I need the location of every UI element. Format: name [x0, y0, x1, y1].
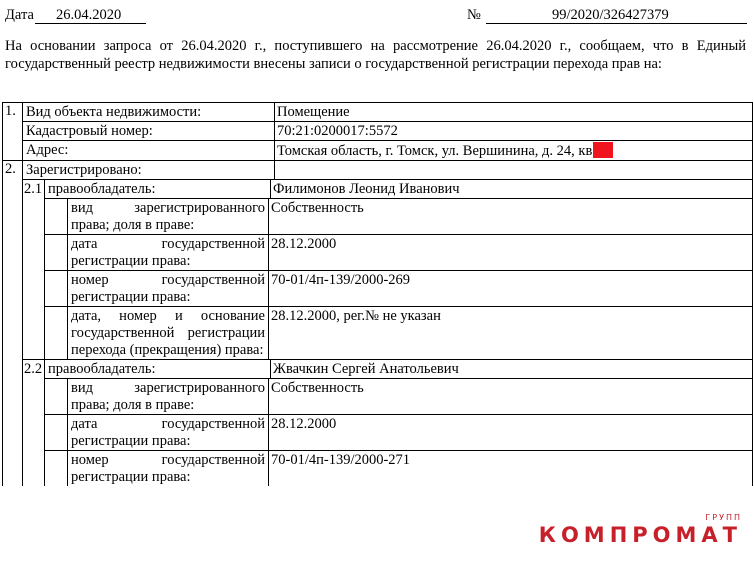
object-section — [3, 103, 752, 161]
object-type-label: Вид объекта недвижимости: — [23, 103, 275, 121]
right-type-label: вид зарегистрированного права; доля в праве: — [68, 199, 269, 234]
right-type-label: вид зарегистрированного права; доля в праве: — [68, 379, 269, 414]
address-value: Томская область, г. Томск, ул. Вершинина, д. 24, кв — [277, 143, 593, 159]
watermark-top: ГРУПП — [705, 513, 742, 522]
watermark-main: КОМПРОМАТ — [538, 523, 742, 547]
holder-entry — [23, 179, 752, 359]
reg-date-label: дата государственной регистрации права: — [68, 235, 269, 270]
object-type-row — [23, 103, 752, 121]
watermark-logo — [538, 513, 742, 547]
reg-number-value: 70-01/4п-139/2000-271 — [271, 452, 411, 468]
address-label: Адрес: — [23, 141, 275, 160]
reg-date-label: дата государственной регистрации права: — [68, 415, 269, 450]
number-value: 99/2020/326427379 — [552, 7, 669, 23]
holder-value: Жвачкин Сергей Анатольевич — [273, 361, 459, 377]
date-label: Дата — [5, 7, 34, 23]
section-number: 2. — [3, 161, 23, 486]
section-number: 1. — [3, 103, 23, 160]
reg-number-value: 70-01/4п-139/2000-269 — [271, 272, 411, 288]
reg-date-value: 28.12.2000 — [271, 416, 337, 432]
redaction-mark — [593, 142, 613, 158]
registered-row — [23, 161, 752, 179]
cadastral-value: 70:21:0200017:5572 — [277, 123, 398, 139]
address-row — [23, 140, 752, 160]
cadastral-label: Кадастровый номер: — [23, 122, 275, 140]
object-type-value: Помещение — [277, 104, 350, 120]
entry-number: 2.1 — [23, 180, 45, 359]
holder-entry — [23, 359, 752, 486]
reg-number-label: номер государственной регистрации права: — [68, 271, 269, 306]
intro-paragraph: На основании запроса от 26.04.2020 г., поступившего на рассмотрение 26.04.2020 г., сообщаем, что в Единый государственный реестр недвижимости внесены записи о государственной регистрации перехода прав на: — [5, 38, 746, 72]
holder-value: Филимонов Леонид Иванович — [273, 181, 460, 197]
registered-label: Зарегистрировано: — [23, 161, 275, 179]
transfer-value: 28.12.2000, рег.№ не указан — [271, 308, 441, 324]
right-type-value: Собственность — [271, 380, 364, 396]
holder-label: правообладатель: — [45, 180, 271, 198]
transfer-label: дата, номер и основание государственной регистрации перехода (прекращения) права: — [68, 307, 269, 359]
date-value: 26.04.2020 — [56, 7, 122, 23]
number-label: № — [467, 7, 481, 23]
document-header — [0, 6, 754, 24]
entry-number: 2.2 — [23, 360, 45, 486]
reg-date-value: 28.12.2000 — [271, 236, 337, 252]
cadastral-row — [23, 121, 752, 140]
holder-label: правообладатель: — [45, 360, 271, 378]
registered-section — [3, 161, 752, 486]
right-type-value: Собственность — [271, 200, 364, 216]
registry-table — [2, 102, 753, 486]
reg-number-label: номер государственной регистрации права: — [68, 451, 269, 486]
